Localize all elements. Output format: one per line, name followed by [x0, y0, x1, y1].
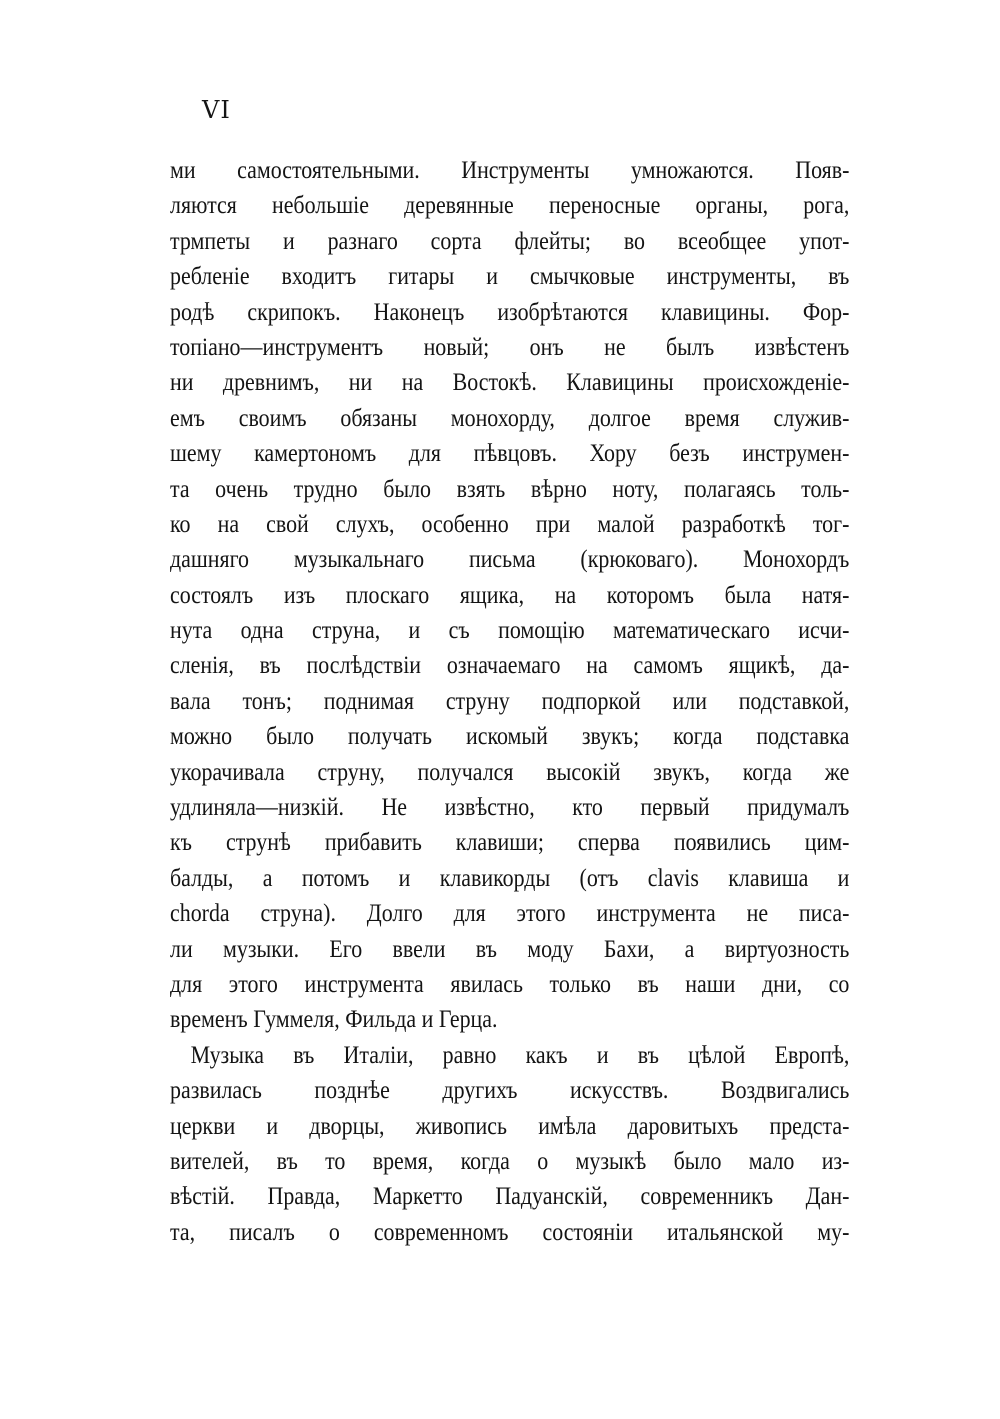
text-line: ни древнимъ, ни на Востокѣ. Клавицины происхожденіе-	[170, 367, 850, 397]
text-line: ми самостоятельными. Инструменты умножаются. Появ-	[170, 155, 850, 184]
text-line: сленія, въ послѣдствіи означаемаго на самомъ ящикѣ, да-	[170, 650, 850, 680]
text-line: та очень трудно было взять вѣрно ноту, полагаясь толь-	[170, 473, 850, 503]
text-line: родѣ скрипокъ. Наконецъ изобрѣтаются клавицины. Фор-	[170, 296, 850, 326]
text-line: ко на свой слухъ, особенно при малой разработкѣ тог-	[170, 508, 850, 538]
text-line: состоялъ изъ плоскаго ящика, на которомъ была натя-	[170, 579, 850, 609]
paragraph-start-line: Музыка въ Италіи, равно какъ и въ цѣлой Европѣ,	[190, 1039, 850, 1069]
paragraph-end-line: временъ Гуммеля, Фильда и Герца.	[170, 1004, 498, 1034]
text-line: емъ своимъ обязаны монохорду, долгое время служив-	[170, 402, 850, 432]
text-body	[170, 152, 850, 1249]
text-line: chorda струна). Долго для этого инструмента не писа-	[170, 898, 850, 928]
text-line: можно было получать искомый звукъ; когда подставка	[170, 721, 850, 751]
text-line: укорачивала струну, получался высокій звукъ, когда же	[170, 756, 850, 786]
text-line: ребленіе входитъ гитары и смычковые инструменты, въ	[170, 261, 850, 291]
text-line: шему камертономъ для пѣвцовъ. Хору безъ инструмен-	[170, 438, 850, 468]
text-line: ляются небольшіе деревянные переносные органы, рога,	[170, 190, 850, 220]
text-line: для этого инструмента явилась только въ наши дни, со	[170, 968, 850, 998]
text-line: балды, а потомъ и клавикорды (отъ clavis клавиша и	[170, 862, 850, 892]
text-line: топіано—инструментъ новый; онъ не былъ извѣстенъ	[170, 331, 850, 361]
page-number: VI	[202, 96, 231, 124]
text-line: церкви и дворцы, живопись имѣла даровитыхъ предста-	[170, 1110, 850, 1140]
text-line: вѣстій. Правда, Маркетто Падуанскій, современникъ Дан-	[170, 1181, 850, 1211]
text-line: вала тонъ; поднимая струну подпоркой или подставкой,	[170, 685, 850, 715]
text-line: вителей, въ то время, когда о музыкѣ было мало из-	[170, 1145, 850, 1175]
text-line: трмпеты и разнаго сорта флейты; во всеобщее упот-	[170, 225, 850, 255]
text-line: развилась позднѣе другихъ искусствъ. Воздвигались	[170, 1075, 850, 1105]
text-line: та, писалъ о современномъ состояніи итальянской му-	[170, 1216, 850, 1246]
text-line: нута одна струна, и съ помощію математическаго исчи-	[170, 615, 850, 645]
text-line: удлиняла—низкій. Не извѣстно, кто первый придумалъ	[170, 792, 850, 822]
text-line: ли музыки. Его ввели въ моду Бахи, а виртуозность	[170, 933, 850, 963]
text-line: дашняго музыкальнаго письма (крюковаго). Монохордъ	[170, 544, 850, 574]
text-line: къ струнѣ прибавить клавиши; сперва появились цим-	[170, 827, 850, 857]
